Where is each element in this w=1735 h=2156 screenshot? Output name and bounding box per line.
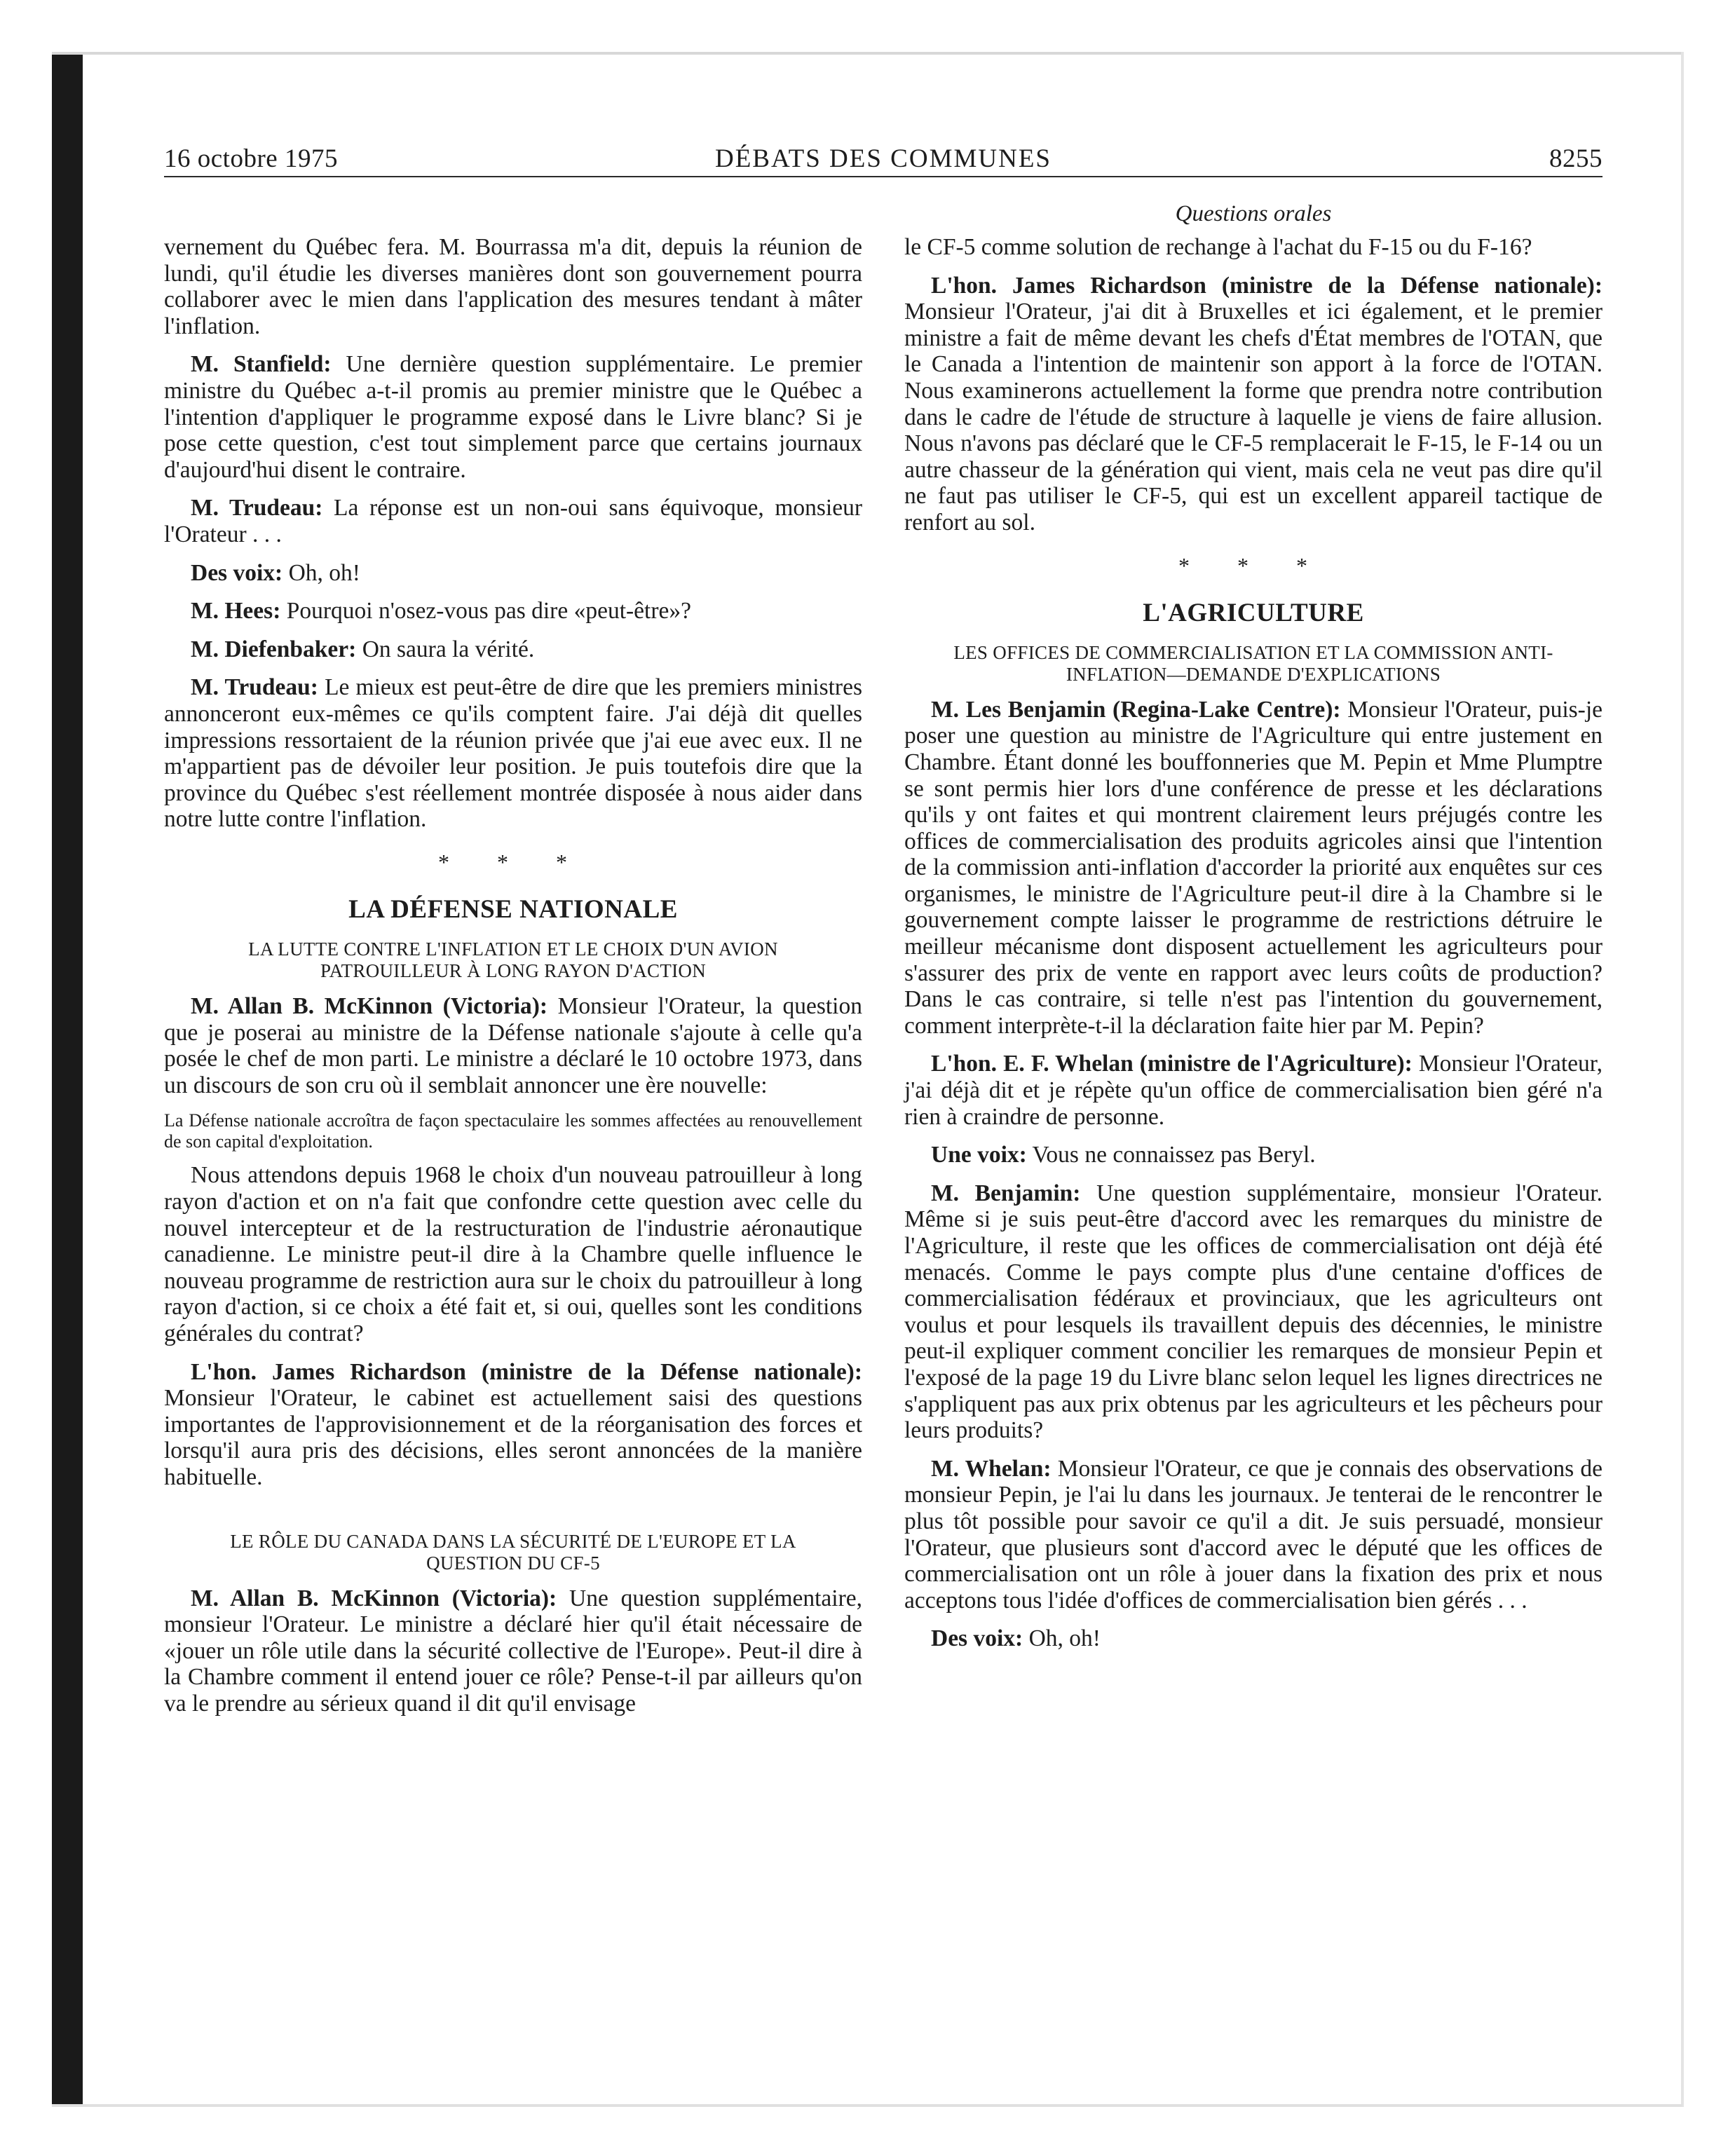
speech-text: Monsieur l'Orateur, ce que je connais des observations de monsieur Pepin, je l'ai lu dans les journaux. Je tenterai de le rencontrer le plus tôt possible pour savoir ce qu'il a dit. Je suis persuadé, monsieur l'Orateur, que plusieurs sont d'accord avec le député que les offices de commercialisation ont un rôle à jouer dans la fixation des prix et nous acceptons tous l'idée d'offices de commercialisation bien gérés . . .: [904, 1455, 1603, 1613]
header-title: DÉBATS DES COMMUNES: [714, 144, 1052, 173]
paragraph: [164, 234, 862, 339]
speech-text: Monsieur l'Orateur, j'ai dit à Bruxelles et ici également, et le premier ministre a fait de même devant les chefs d'État membres de l'OTAN, que le Canada a l'intention de maintenir son apport à la force de l'OTAN. Nous examinerons actuellement la forme que prendra notre contribution dans le cadre de l'étude de structure à laquelle je viens de faire allusion. Nous n'avons pas déclaré que le CF-5 remplacerait le F-15, le F-14 ou un autre chasseur de la génération qui vient, mais cela ne veut pas dire qu'il ne faut pas utiliser le CF-5, qui est un excellent appareil tactique de renfort au sol.: [904, 299, 1603, 535]
page-number: 8255: [1549, 144, 1603, 173]
section-title: LA DÉFENSE NATIONALE: [348, 895, 678, 925]
speaker-name: M. Benjamin:: [931, 1180, 1081, 1206]
speech-text: Oh, oh!: [1023, 1625, 1101, 1652]
section-separator: * * *: [438, 849, 588, 875]
speaker-name: M. Trudeau:: [191, 674, 318, 701]
speech: [164, 674, 862, 833]
speech-text: On saura la vérité.: [356, 636, 535, 662]
section-separator: * * *: [1178, 552, 1328, 578]
speech: [164, 495, 862, 547]
running-head: Questions orales: [1175, 201, 1332, 226]
speaker-name: Des voix:: [191, 559, 283, 586]
speaker-name: L'hon. James Richardson (ministre de la Défense nationale):: [191, 1358, 862, 1385]
speech-text: La réponse est un non-oui sans équivoque, monsieur l'Orateur . . .: [164, 495, 862, 547]
speech: [164, 636, 862, 663]
scan-bottom-edge: [52, 2104, 1682, 2107]
speech-text: Vous ne connaissez pas Beryl.: [1026, 1142, 1316, 1168]
speech: [164, 560, 862, 587]
paragraph-text: vernement du Québec fera. M. Bourrassa m'a dit, depuis la réunion de lundi, qu'il étudie les diverses manières dont son gouvernement pourra collaborer avec le mien dans l'application des mesures tendant à mâter l'inflation.: [164, 234, 862, 339]
speech-text: Une question supplémentaire, monsieur l'Orateur. Même si je suis peut-être d'accord avec les remarques du ministre de l'Agriculture, il reste que les offices de commercialisation ont déjà été menacés. Comme le pays compte plus d'une centaine d'offices de commercialisation fédéraux et provinciaux, que les agriculteurs ont voulus et pour lesquels ils travaillent depuis des décennies, le ministre peut-il expliquer comment concilier les remarques de monsieur Pepin et l'exposé de la page 19 du Livre blanc selon lequel les lignes directrices ne s'appliquent pas aux prix obtenus par les agriculteurs et les pêcheurs pour leurs produits?: [904, 1180, 1603, 1444]
section-title: L'AGRICULTURE: [1143, 599, 1364, 628]
speech: [164, 1359, 862, 1491]
speech: [164, 1585, 862, 1717]
speech-text: Monsieur l'Orateur, puis-je poser une question au ministre de l'Agriculture qui entre justement en Chambre. Étant donné les bouffonneries que M. Pepin et Mme Plumptre se sont permis hier lors d'une conférence de presse et les déclarations qu'ils y ont faites et qui montrent clairement leurs préjugés contre les offices de commercialisation des produits agricoles ainsi que l'intention de la commission anti-inflation d'accorder la priorité aux enquêtes sur ces organismes, le ministre de l'Agriculture peut-il dire à la Chambre si le gouvernement compte laisser le programme de restrictions détruire le meilleur mécanisme dont disposent actuellement les agriculteurs pour s'assurer des prix de vente en rapport avec leurs coûts de production? Dans le cas contraire, si telle n'est pas l'intention du gouvernement, comment interprète-t-il la déclaration faite hier par M. Pepin?: [904, 696, 1603, 1039]
speaker-name: Une voix:: [931, 1142, 1027, 1168]
speech: [164, 598, 862, 625]
speech-text: Une question supplémentaire, monsieur l'Orateur. Le ministre a déclaré hier qu'il était nécessaire de «jouer un rôle utile dans la sécurité collective de l'Europe». Peut-il dire à la Chambre comment il entend jouer ce rôle? Pense-t-il par ailleurs qu'on va le prendre au sérieux quand il dit qu'il envisage: [164, 1585, 862, 1717]
speaker-name: M. Stanfield:: [191, 351, 332, 378]
speech-text: Pourquoi n'osez-vous pas dire «peut-être»?: [280, 598, 691, 625]
speaker-name: L'hon. E. F. Whelan (ministre de l'Agriculture):: [931, 1051, 1413, 1077]
scan-right-edge: [1681, 52, 1684, 2107]
scan-top-edge: [52, 52, 1682, 55]
speech-text: Une dernière question supplémentaire. Le premier ministre du Québec a-t-il promis au premier ministre que le Québec a l'intention d'appliquer le programme exposé dans le Livre blanc? Si je pose cette question, c'est tout simplement parce que certains journaux d'aujourd'hui disent le contraire.: [164, 351, 863, 483]
speech-text: Oh, oh!: [283, 559, 360, 586]
speaker-name: M. Allan B. McKinnon (Victoria):: [191, 993, 548, 1020]
paragraph: [164, 1162, 862, 1346]
spacer: [164, 1503, 862, 1531]
speech: [904, 1625, 1603, 1652]
left-column: [164, 234, 862, 1729]
speaker-name: M. Diefenbaker:: [191, 636, 357, 662]
speech: [904, 1142, 1603, 1168]
speaker-name: L'hon. James Richardson (ministre de la Défense nationale):: [931, 272, 1603, 299]
speech: [904, 1456, 1603, 1614]
page-header: [164, 144, 1603, 179]
speaker-name: M. Hees:: [191, 598, 281, 625]
speaker-name: M. Trudeau:: [191, 495, 323, 521]
header-rule: [164, 176, 1603, 177]
section-subhead: LES OFFICES DE COMMERCIALISATION ET LA COMMISSION ANTI-INFLATION—DEMANDE D'EXPLICATIONS: [953, 641, 1553, 685]
section-subhead: LA LUTTE CONTRE L'INFLATION ET LE CHOIX D'UN AVION PATROUILLEUR À LONG RAYON D'ACTION: [248, 939, 778, 982]
speech-text: Monsieur l'Orateur, le cabinet est actuellement saisi des questions importantes de l'approvisionnement et de la réorganisation des forces et lorsqu'il aura pris des décisions, elles seront annoncées de la manière habituelle.: [164, 1385, 862, 1490]
header-date: 16 octobre 1975: [164, 144, 338, 173]
scan-left-edge: [52, 52, 83, 2107]
speech: [904, 697, 1603, 1039]
paragraph-text: Nous attendons depuis 1968 le choix d'un nouveau patrouilleur à long rayon d'action et on n'a fait que confondre cette question avec celle du nouvel intercepteur et de la restructuration de l'industrie aéronautique canadienne. Le ministre peut-il dire à la Chambre quelle influence le nouveau programme de restriction aura sur le choix du patrouilleur à long rayon d'action, si ce choix a été fait et, si oui, quelles sont les conditions générales du contrat?: [164, 1162, 862, 1346]
speech-text: Monsieur l'Orateur, la question que je poserai au ministre de la Défense nationale s'ajoute à celle qu'a posée le chef de mon parti. Le ministre a déclaré le 10 octobre 1973, dans un discours de son cru où il semblait annoncer une ère nouvelle:: [164, 993, 862, 1098]
speech: [904, 1051, 1603, 1130]
speech-text: Monsieur l'Orateur, j'ai déjà dit et je répète qu'un office de commercialisation bien géré n'a rien à craindre de personne.: [904, 1051, 1603, 1130]
speech-text: Le mieux est peut-être de dire que les premiers ministres annonceront eux-mêmes ce qu'ils comptent faire. J'ai déjà dit quelles impressions ressortaient de la réunion privée que j'ai eue avec eux. Il ne m'appartient pas de dévoiler leur position. Je puis toutefois dire que la province du Québec s'est réellement montrée disposée à nous aider dans notre lutte contre l'inflation.: [164, 674, 862, 833]
right-column: [904, 234, 1603, 1664]
speech: [904, 1180, 1603, 1444]
speaker-name: M. Whelan:: [931, 1455, 1052, 1482]
speech: [904, 273, 1603, 536]
speaker-name: M. Les Benjamin (Regina-Lake Centre):: [931, 696, 1341, 723]
speech: [164, 351, 862, 483]
section-subhead: LE RÔLE DU CANADA DANS LA SÉCURITÉ DE L'EUROPE ET LA QUESTION DU CF-5: [230, 1530, 796, 1574]
quotation: La Défense nationale accroîtra de façon spectaculaire les sommes affectées au renouvellement de son capital d'exploitation.: [164, 1110, 862, 1152]
speaker-name: M. Allan B. McKinnon (Victoria):: [191, 1585, 557, 1611]
paragraph: [904, 234, 1603, 261]
paragraph-text: le CF-5 comme solution de rechange à l'achat du F-15 ou du F-16?: [904, 234, 1532, 260]
speaker-name: Des voix:: [931, 1625, 1023, 1652]
speech: [164, 993, 862, 1098]
